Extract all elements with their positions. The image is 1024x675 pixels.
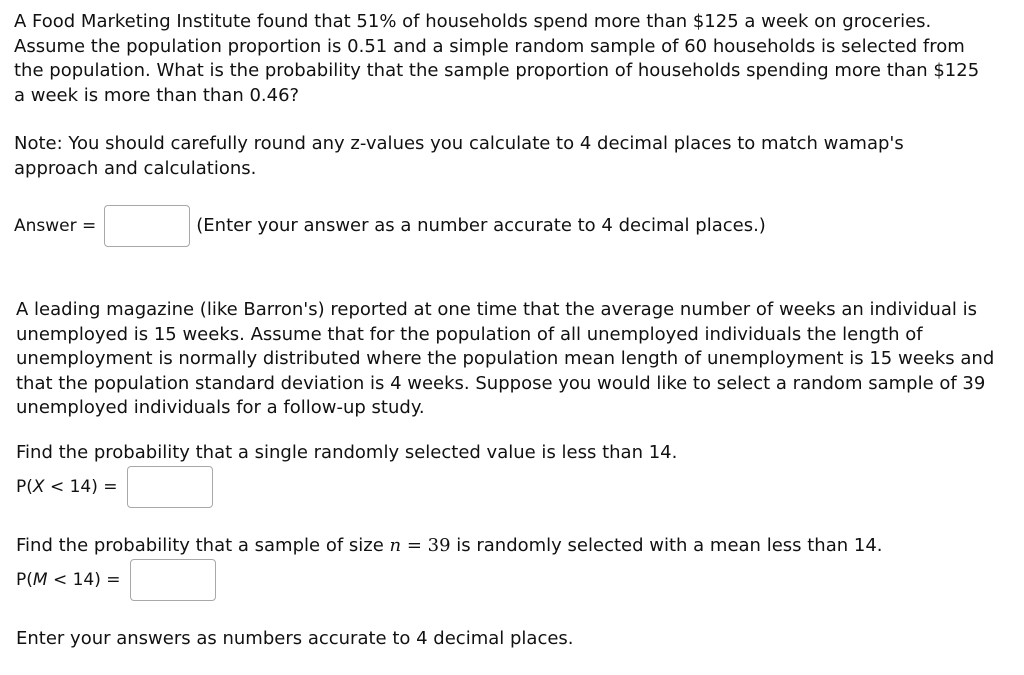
q2-line-3: unemployment is normally distributed where the population mean length of unemployment is 15 weeks and bbox=[16, 348, 995, 369]
q2-part1-answer-input[interactable] bbox=[127, 466, 213, 508]
q2-footer bbox=[16, 627, 574, 652]
q2-line-2: unemployed is 15 weeks. Assume that for the population of all unemployed individuals the length of bbox=[16, 323, 923, 345]
q2-part2-label bbox=[16, 568, 121, 593]
q2-part2-answer-row bbox=[16, 559, 216, 601]
q2-line-5: unemployed individuals for a follow-up study. bbox=[16, 397, 425, 418]
q2-part2-prompt-start: Find the probability that a sample of size bbox=[16, 535, 390, 556]
q2-part1-label-var: X bbox=[32, 476, 45, 497]
q1-line-2: Assume the population proportion is 0.51 and a simple random sample of 60 households is selected from bbox=[14, 35, 965, 57]
q1-line-3: the population. What is the probability that the sample proportion of households spending more than $125 bbox=[14, 60, 980, 81]
q2-part1-answer-row bbox=[16, 466, 213, 508]
q1-answer-input[interactable] bbox=[104, 205, 190, 247]
q1-answer-hint: (Enter your answer as a number accurate to 4 decimal places.) bbox=[196, 214, 766, 236]
q2-part2-label-prefix: P( bbox=[16, 569, 33, 590]
q1-line-4: a week is more than than 0.46? bbox=[14, 84, 300, 106]
q2-part2-prompt-end: is randomly selected with a mean less than 14. bbox=[450, 535, 883, 556]
q2-part2-label-var: M bbox=[32, 569, 48, 590]
q2-part1-prompt-text: Find the probability that a single randomly selected value is less than 14. bbox=[16, 442, 678, 463]
q2-part1-label bbox=[16, 475, 118, 500]
q1-note bbox=[14, 132, 904, 181]
q1-answer-row bbox=[14, 205, 766, 247]
q2-line-1: A leading magazine (like Barron's) reported at one time that the average number of weeks an individual is bbox=[16, 299, 977, 320]
q2-part1-prompt bbox=[16, 441, 677, 466]
q2-part2-prompt-math: = 39 bbox=[401, 535, 451, 556]
q2-footer-text: Enter your answers as numbers accurate to 4 decimal places. bbox=[16, 628, 574, 649]
q2-question-text bbox=[16, 298, 994, 421]
q1-note-line-2: approach and calculations. bbox=[14, 157, 257, 179]
q2-part2-answer-input[interactable] bbox=[130, 559, 216, 601]
q1-question-text bbox=[14, 10, 979, 108]
q2-part1-label-suffix: < 14) = bbox=[44, 476, 118, 497]
q1-note-line-1: Note: You should carefully round any z-values you calculate to 4 decimal places to match wamap's bbox=[14, 133, 904, 154]
q2-part2-prompt-var: n bbox=[389, 535, 402, 556]
q2-part2-prompt bbox=[16, 534, 883, 559]
q2-part2-label-suffix: < 14) = bbox=[47, 569, 121, 590]
q1-line-1: A Food Marketing Institute found that 51% of households spend more than $125 a week on groceries. bbox=[14, 11, 932, 32]
q2-part1-label-prefix: P( bbox=[16, 476, 33, 497]
q2-line-4: that the population standard deviation is 4 weeks. Suppose you would like to select a random sample of 39 bbox=[16, 372, 986, 394]
q1-answer-label: Answer = bbox=[14, 215, 97, 236]
